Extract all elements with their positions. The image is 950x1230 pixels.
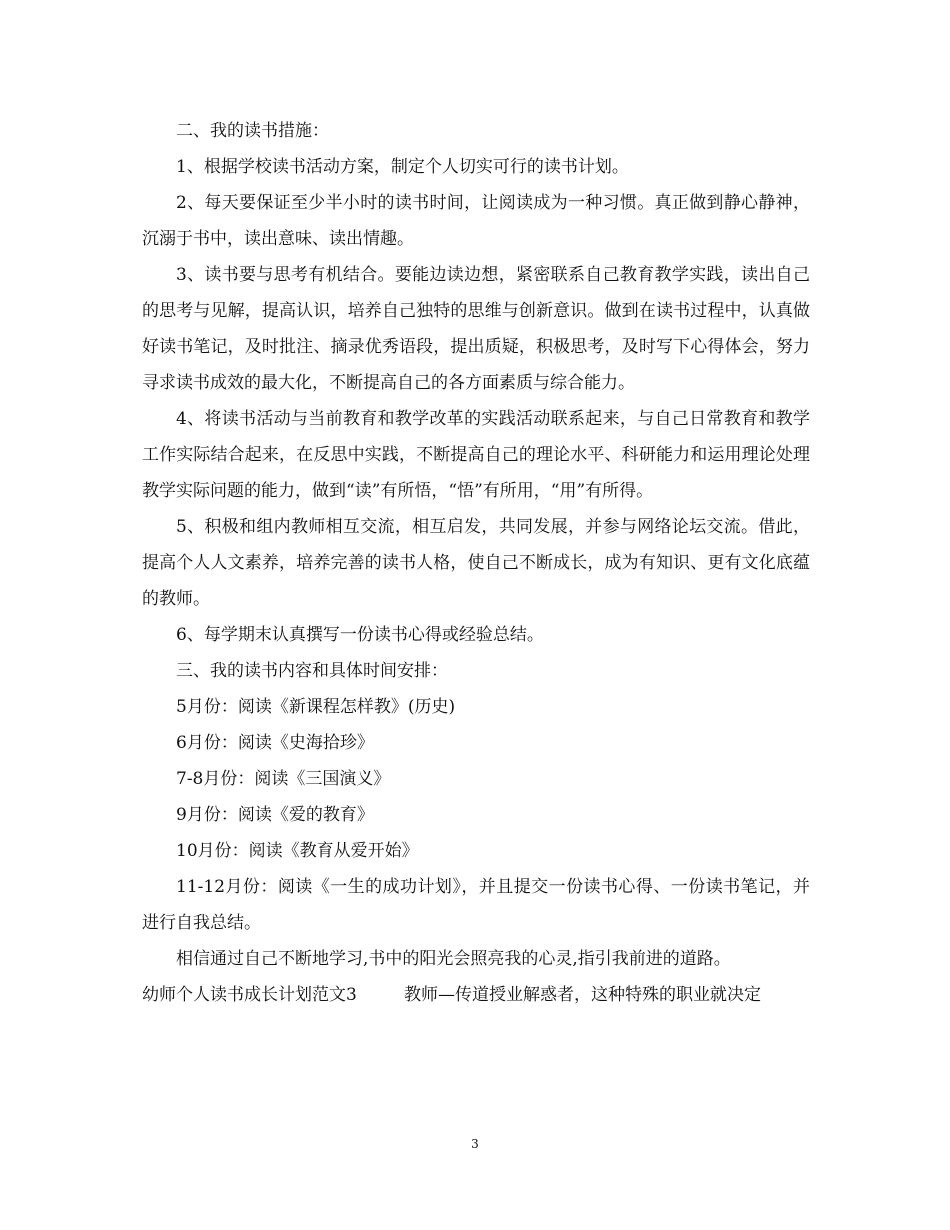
schedule-item-september: 9月份：阅读《爱的教育》 [176,805,374,825]
schedule-item-june: 6月份：阅读《史海拾珍》 [176,733,374,753]
section-heading-measures: 二、我的读书措施： [176,121,329,141]
closing-paragraph: 相信通过自己不断地学习,书中的阳光会照亮我的心灵,指引我前进的道路。 [176,949,731,969]
paragraph-measure-5: 5、积极和组内教师相互交流，相互启发，共同发展，并参与网络论坛交流。借此，提高个人人文素养，培养完善的读书人格，使自己不断成长，成为有知识、更有文化底蕴的教师。 [142,517,810,609]
paragraph-measure-6: 6、每学期末认真撰写一份读书心得或经验总结。 [176,625,544,645]
paragraph-measure-3: 3、读书要与思考有机结合。要能边读边想，紧密联系自己教育教学实践，读出自己的思考与见解，提高认识，培养自己独特的思维与创新意识。做到在读书过程中，认真做好读书笔记，及时批注、摘录优秀语段，提出质疑，积极思考，及时写下心得体会，努力寻求读书成效的最大化，不断提高自己的各方面素质与综合能力。 [142,265,810,393]
schedule-item-july-august: 7-8月份：阅读《三国演义》 [176,769,391,789]
page-number: 3 [471,1137,479,1151]
next-section-opening-text: 教师—传道授业解惑者，这种特殊的职业就决定 [404,985,761,1005]
schedule-item-may: 5月份：阅读《新课程怎样教》(历史) [176,697,456,717]
section-heading-schedule: 三、我的读书内容和具体时间安排： [176,661,448,681]
paragraph-measure-1: 1、根据学校读书活动方案，制定个人切实可行的读书计划。 [176,157,629,177]
paragraph-measure-4: 4、将读书活动与当前教育和教学改革的实践活动联系起来，与自己日常教育和教学工作实际结合起来，在反思中实践，不断提高自己的理论水平、科研能力和运用理论处理教学实际问题的能力，做到“读”有所悟，“悟”有所用，“用”有所得。 [142,409,810,501]
next-section-line [142,977,810,1013]
schedule-item-november-december: 11-12月份：阅读《一生的成功计划》，并且提交一份读书心得、一份读书笔记，并进行自我总结。 [142,877,810,933]
schedule-item-october: 10月份：阅读《教育从爱开始》 [176,841,419,861]
paragraph-measure-2: 2、每天要保证至少半小时的读书时间，让阅读成为一种习惯。真正做到静心静神，沉溺于书中，读出意味、读出情趣。 [142,193,810,249]
next-section-title: 幼师个人读书成长计划范文3 [142,985,357,1005]
document-body [142,113,810,1013]
